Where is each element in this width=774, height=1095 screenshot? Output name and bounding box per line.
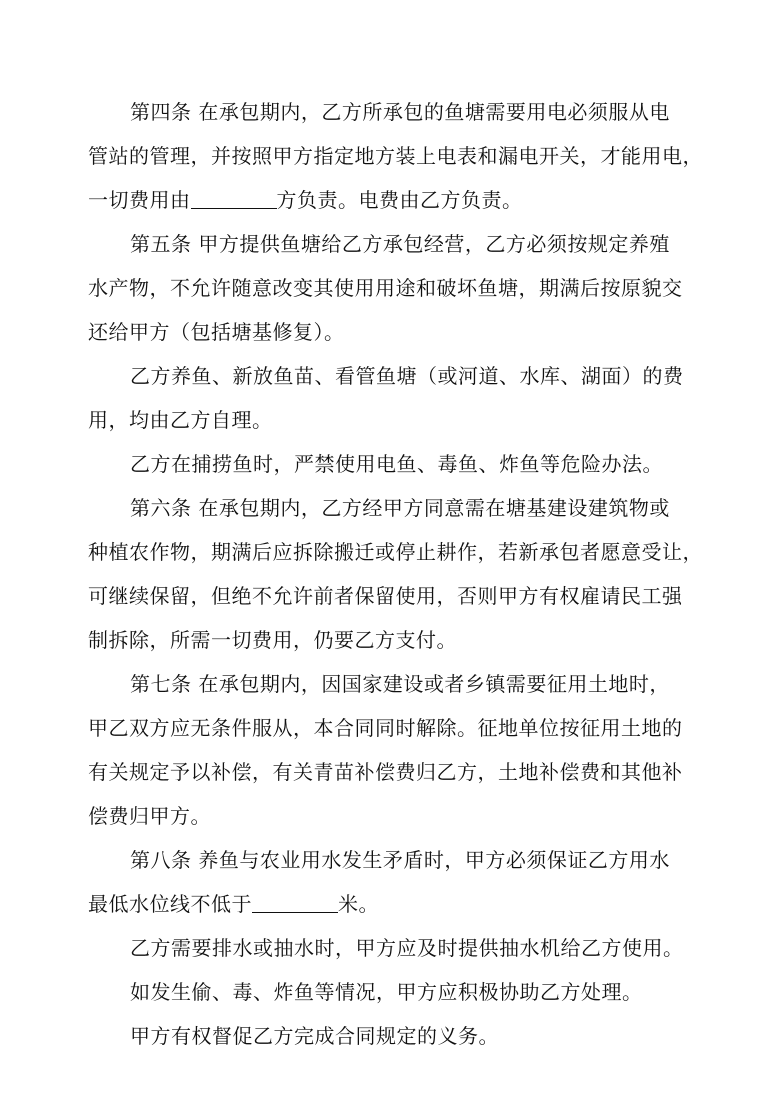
article-8-line-2-before: 最低水位线不低于 xyxy=(88,892,252,916)
article-7-line-2: 甲乙双方应无条件服从，本合同同时解除。征地单位按征用土地的 xyxy=(88,716,683,740)
article-7-line-4: 偿费归甲方。 xyxy=(88,804,211,828)
paragraph-fishing xyxy=(88,442,688,486)
paragraph-theft xyxy=(88,970,688,1014)
paragraph-costs-line-1: 乙方养鱼、新放鱼苗、看管鱼塘（或河道、水库、湖面）的费 xyxy=(130,364,684,388)
article-7-line-1: 第七条 在承包期内，因国家建设或者乡镇需要征用土地时， xyxy=(130,672,670,696)
article-6-line-2: 种植农作物，期满后应拆除搬迁或停止耕作，若新承包者愿意受让， xyxy=(88,540,703,564)
paragraph-drain-line-1: 乙方需要排水或抽水时，甲方应及时提供抽水机给乙方使用。 xyxy=(130,936,684,960)
article-7-line-3: 有关规定予以补偿，有关青苗补偿费归乙方，土地补偿费和其他补 xyxy=(88,760,683,784)
article-5 xyxy=(88,222,688,354)
paragraph-fishing-line-1: 乙方在捕捞鱼时，严禁使用电鱼、毒鱼、炸鱼等危险办法。 xyxy=(130,452,663,476)
article-5-line-3: 还给甲方（包括塘基修复）。 xyxy=(88,320,345,344)
paragraph-supervise-line-1: 甲方有权督促乙方完成合同规定的义务。 xyxy=(130,1024,499,1048)
article-4-line-3-after: 方负责。电费由乙方负责。 xyxy=(276,188,523,212)
document-body xyxy=(88,90,703,1058)
article-4-line-3 xyxy=(88,178,688,222)
article-7 xyxy=(88,662,688,838)
fill-in-blank-water-level xyxy=(252,892,338,913)
article-6-line-3: 可继续保留，但绝不允许前者保留使用，否则甲方有权雇请民工强 xyxy=(88,584,683,608)
article-6-line-1: 第六条 在承包期内，乙方经甲方同意需在塘基建设建筑物或 xyxy=(130,496,670,520)
article-4-line-1: 第四条 在承包期内，乙方所承包的鱼塘需要用电必须服从电 xyxy=(130,100,670,124)
article-8 xyxy=(88,838,688,926)
article-6-line-4: 制拆除，所需一切费用，仍要乙方支付。 xyxy=(88,628,457,652)
paragraph-theft-line-1: 如发生偷、毒、炸鱼等情况，甲方应积极协助乙方处理。 xyxy=(130,980,643,1004)
paragraph-costs-line-2: 用，均由乙方自理。 xyxy=(88,408,273,432)
article-4-line-2: 管站的管理，并按照甲方指定地方装上电表和漏电开关，才能用电， xyxy=(88,144,703,168)
fill-in-blank-responsible-party xyxy=(191,188,277,209)
article-4 xyxy=(88,90,703,222)
article-6 xyxy=(88,486,703,662)
article-4-line-3-before: 一切费用由 xyxy=(88,188,191,212)
paragraph-supervise xyxy=(88,1014,688,1058)
article-8-line-2 xyxy=(88,882,688,926)
article-5-line-1: 第五条 甲方提供鱼塘给乙方承包经营，乙方必须按规定养殖 xyxy=(130,232,670,256)
paragraph-drain xyxy=(88,926,688,970)
article-8-line-2-after: 米。 xyxy=(338,892,379,916)
paragraph-costs xyxy=(88,354,688,442)
article-8-line-1: 第八条 养鱼与农业用水发生矛盾时，甲方必须保证乙方用水 xyxy=(130,848,670,872)
article-5-line-2: 水产物，不允许随意改变其使用用途和破坏鱼塘，期满后按原貌交 xyxy=(88,276,683,300)
